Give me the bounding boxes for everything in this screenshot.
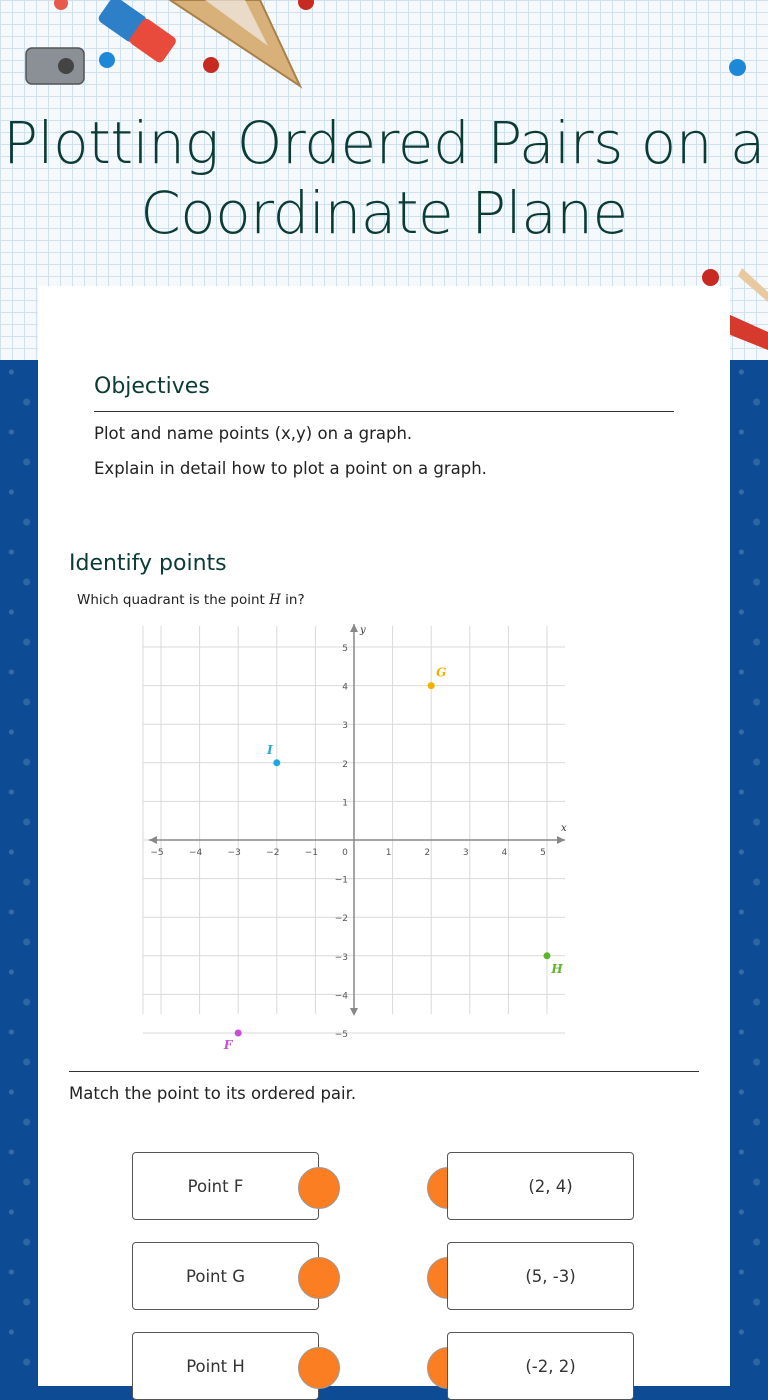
match-connector-knob[interactable]	[298, 1257, 340, 1299]
question-prefix: Which quadrant is the point	[77, 592, 270, 608]
data-point	[273, 759, 280, 766]
red-dot-icon	[203, 57, 219, 73]
worksheet-card	[38, 286, 730, 1386]
objective-item: Explain in detail how to plot a point on a graph.	[94, 459, 487, 478]
x-tick-label: −2	[266, 848, 280, 858]
y-tick-label: −5	[334, 1030, 348, 1040]
objective-item: Plot and name points (x,y) on a graph.	[94, 424, 413, 443]
match-left-label: Point G	[186, 1266, 245, 1286]
x-tick-label: 2	[424, 848, 431, 858]
x-tick-label: −5	[150, 848, 164, 858]
match-connector-knob[interactable]	[298, 1167, 340, 1209]
match-right-label: (-2, 2)	[525, 1356, 576, 1376]
y-axis-label: y	[360, 625, 366, 636]
question-variable: H	[269, 592, 281, 608]
data-point	[235, 1030, 242, 1037]
coordinate-plane-chart	[96, 622, 576, 1052]
match-right-label: (5, -3)	[525, 1266, 576, 1286]
y-axis-arrow-down	[350, 1008, 358, 1016]
match-left-item[interactable]	[132, 1332, 319, 1400]
data-point	[544, 952, 551, 959]
objectives-heading: Objectives	[94, 374, 210, 399]
objectives-divider	[94, 411, 674, 412]
red-dot-icon	[702, 269, 719, 286]
x-tick-label: 5	[540, 848, 546, 858]
sharpener-icon	[22, 40, 90, 90]
x-tick-label: −3	[227, 848, 241, 858]
pencil-icon	[728, 262, 768, 352]
x-tick-label: 4	[501, 848, 508, 858]
x-axis-arrow-right	[557, 836, 565, 844]
y-tick-label: −1	[334, 875, 348, 886]
data-point	[428, 682, 435, 689]
x-axis-arrow-left	[149, 836, 157, 844]
y-tick-label: 5	[342, 644, 348, 654]
data-point-label: G	[436, 665, 447, 680]
x-tick-label: 3	[462, 848, 469, 858]
data-point-label: H	[551, 961, 563, 976]
x-tick-label: 0	[342, 848, 348, 858]
x-tick-label: 1	[385, 848, 392, 858]
y-tick-label: 3	[342, 721, 348, 732]
match-right-label: (2, 4)	[528, 1176, 573, 1196]
identify-points-heading: Identify points	[69, 551, 227, 576]
section-divider	[69, 1071, 699, 1072]
data-point-label: F	[223, 1038, 233, 1052]
page-title: Plotting Ordered Pairs on a Coordinate Plane	[3, 109, 765, 247]
y-axis-arrow-up	[350, 624, 358, 632]
y-tick-label: 4	[342, 682, 348, 693]
y-tick-label: −4	[334, 991, 348, 1002]
match-right-item[interactable]	[447, 1242, 634, 1310]
right-doodle-strip	[730, 360, 768, 1380]
data-point-label: I	[266, 742, 273, 757]
match-right-item[interactable]	[447, 1332, 634, 1400]
match-left-label: Point F	[187, 1176, 244, 1196]
match-connector-knob[interactable]	[298, 1347, 340, 1389]
blue-dot-icon	[99, 52, 115, 68]
y-tick-label: −3	[334, 952, 348, 963]
match-left-item[interactable]	[132, 1152, 319, 1220]
match-instruction: Match the point to its ordered pair.	[69, 1084, 357, 1103]
x-axis-label: x	[561, 823, 567, 834]
left-doodle-strip	[0, 360, 38, 1380]
match-left-label: Point H	[186, 1356, 245, 1376]
y-tick-label: −2	[334, 914, 348, 925]
x-tick-label: −1	[304, 848, 319, 858]
y-tick-label: 1	[342, 798, 348, 809]
question-text	[77, 592, 305, 608]
question-suffix: in?	[280, 592, 305, 608]
match-right-item[interactable]	[447, 1152, 634, 1220]
y-tick-label: 2	[342, 759, 348, 770]
x-tick-label: −4	[188, 848, 203, 858]
match-left-item[interactable]	[132, 1242, 319, 1310]
blue-dot-icon	[729, 59, 746, 76]
